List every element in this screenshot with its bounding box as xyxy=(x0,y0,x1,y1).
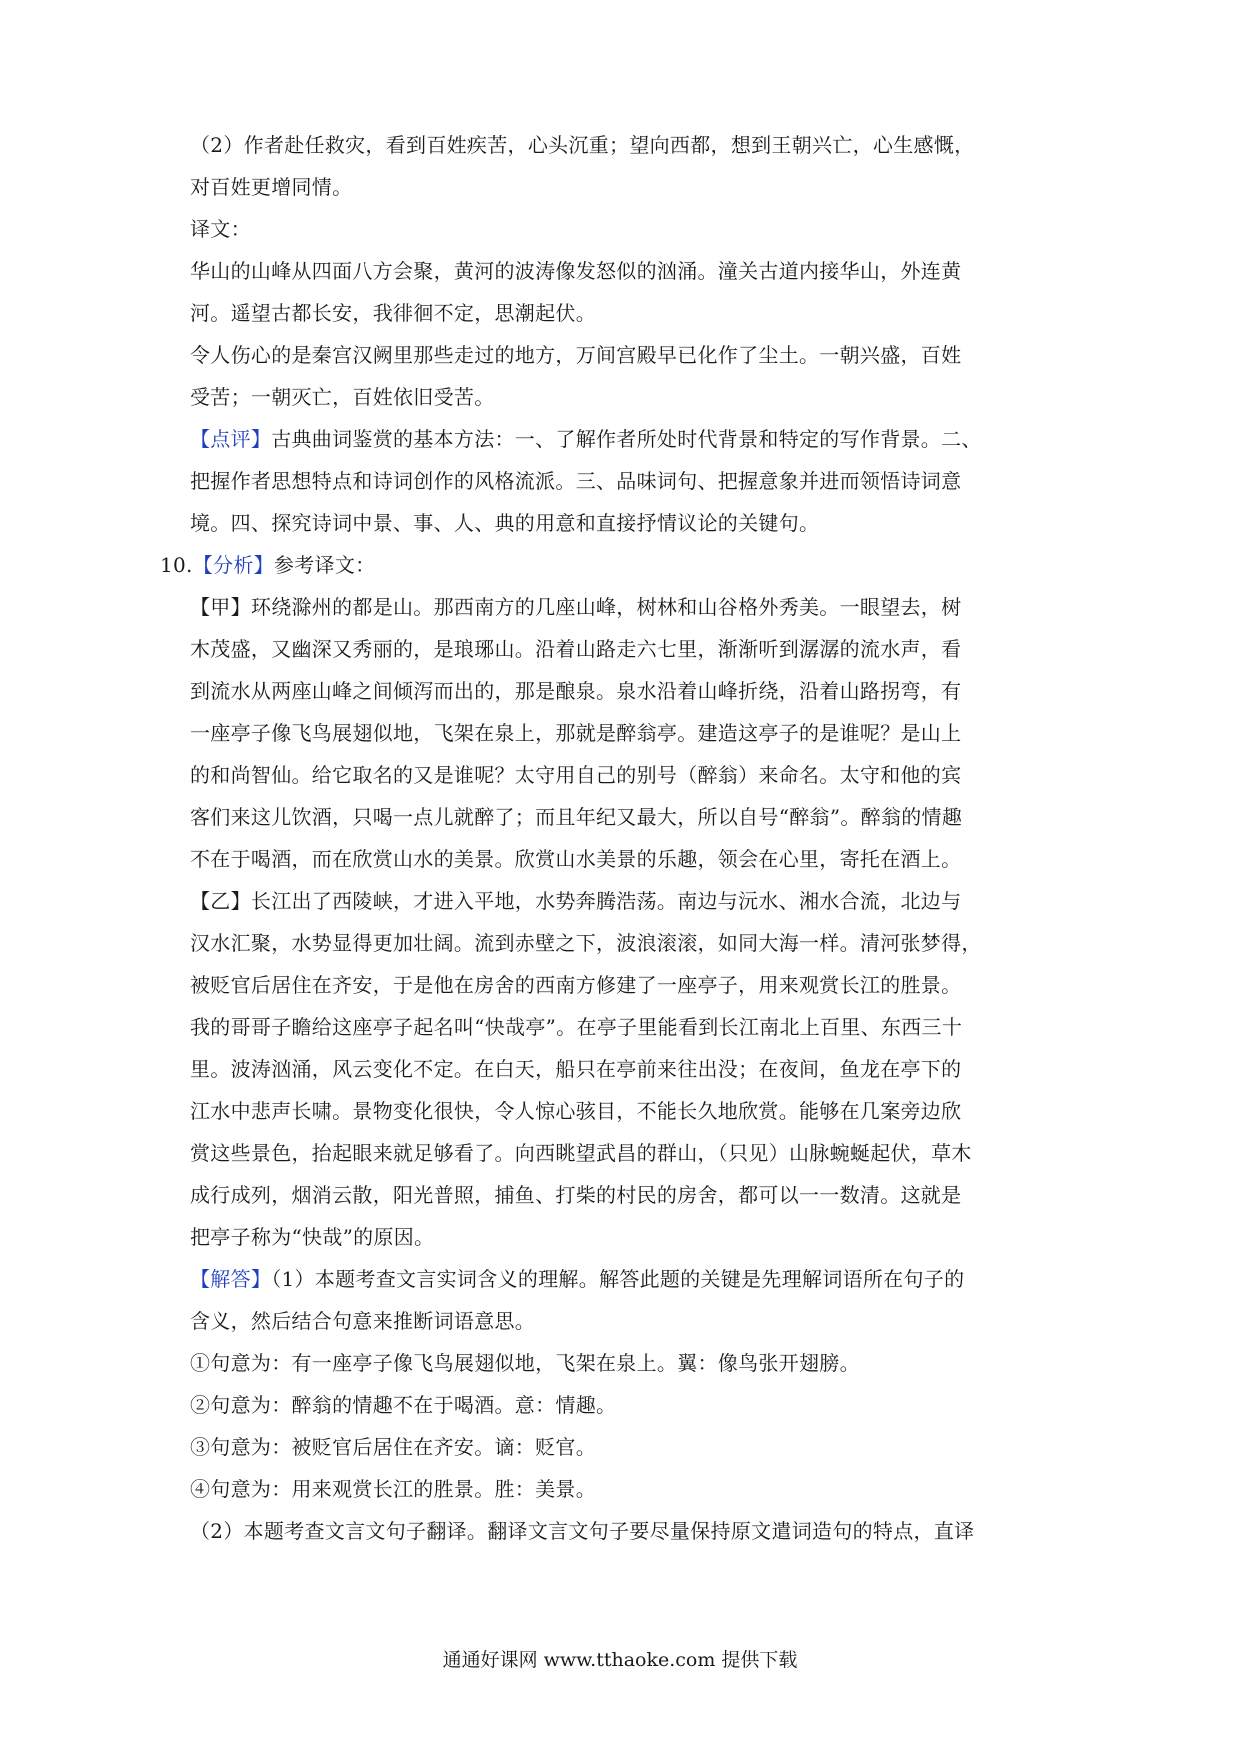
paragraph-line: 到流水从两座山峰之间倾泻而出的，那是酿泉。泉水沿着山峰折绕，沿着山路拐弯，有 xyxy=(190,679,962,703)
paragraph-line: 赏这些景色，抬起眼来就足够看了。向西眺望武昌的群山，（只见）山脉蜿蜒起伏，草木 xyxy=(190,1141,972,1165)
paragraph-line: 木茂盛，又幽深又秀丽的，是琅琊山。沿着山路走六七里，渐渐听到潺潺的流水声，看 xyxy=(190,637,962,661)
paragraph-line: 受苦；一朝灭亡，百姓依旧受苦。 xyxy=(190,385,495,409)
commentary-line xyxy=(190,418,1070,460)
question-heading xyxy=(160,544,1070,586)
paragraph-line: 我的哥哥子瞻给这座亭子起名叫“快哉亭”。在亭子里能看到长江南北上百里、东西三十 xyxy=(190,1015,963,1039)
answer-label: 【解答】 xyxy=(190,1267,272,1291)
answer-line xyxy=(190,1258,1070,1300)
paragraph-line: 客们来这儿饮酒，只喝一点儿就醉了；而且年纪又最大，所以自号“醉翁”。醉翁的情趣 xyxy=(190,805,963,829)
paragraph-line: 译文： xyxy=(190,217,251,241)
paragraph-line: 令人伤心的是秦宫汉阙里那些走过的地方，万间宫殿早已化作了尘土。一朝兴盛，百姓 xyxy=(190,343,962,367)
paragraph-line: ①句意为：有一座亭子像飞鸟展翅似地，飞架在泉上。翼：像鸟张开翅膀。 xyxy=(190,1351,860,1375)
analysis-text: 参考译文： xyxy=(273,553,376,577)
paragraph-line: 汉水汇聚，水势显得更加壮阔。流到赤壁之下，波浪滚滚，如同大海一样。清河张梦得， xyxy=(190,931,982,955)
paragraph-line: ④句意为：用来观赏长江的胜景。胜：美景。 xyxy=(190,1477,596,1501)
paragraph-line: 里。波涛汹涌，风云变化不定。在白天，船只在亭前来往出没；在夜间，鱼龙在亭下的 xyxy=(190,1057,962,1081)
paragraph-line: 境。四、探究诗词中景、事、人、典的用意和直接抒情议论的关键句。 xyxy=(190,511,820,535)
document-body xyxy=(160,124,1070,1552)
paragraph-line: 河。遥望古都长安，我徘徊不定，思潮起伏。 xyxy=(190,301,596,325)
analysis-label: 【分析】 xyxy=(192,553,274,577)
page-footer: 通通好课网 www.tthaoke.com 提供下载 xyxy=(442,1649,798,1671)
paragraph-line: ③句意为：被贬官后居住在齐安。谪：贬官。 xyxy=(190,1435,596,1459)
commentary-label: 【点评】 xyxy=(190,427,272,451)
paragraph-line: 【乙】长江出了西陵峡，才进入平地，水势奔腾浩荡。南边与沅水、湘水合流，北边与 xyxy=(190,889,962,913)
paragraph-line: 把亭子称为“快哉”的原因。 xyxy=(190,1225,435,1249)
paragraph-line: 不在于喝酒，而在欣赏山水的美景。欣赏山水美景的乐趣，领会在心里，寄托在酒上。 xyxy=(190,847,962,871)
paragraph-line: （2）本题考查文言文句子翻译。翻译文言文句子要尽量保持原文遣词造句的特点，直译 xyxy=(190,1519,975,1543)
paragraph-line: 把握作者思想特点和诗词创作的风格流派。三、品味词句、把握意象并进而领悟诗词意 xyxy=(190,469,962,493)
question-number: 10. xyxy=(160,553,193,577)
paragraph-line: （2）作者赴任救灾，看到百姓疾苦，心头沉重；望向西都，想到王朝兴亡，心生感慨， xyxy=(190,133,975,157)
paragraph-line: 成行成列，烟消云散，阳光普照，捕鱼、打柴的村民的房舍，都可以一一数清。这就是 xyxy=(190,1183,962,1207)
paragraph-line: 含义，然后结合句意来推断词语意思。 xyxy=(190,1309,536,1333)
paragraph-line: 的和尚智仙。给它取名的又是谁呢？太守用自己的别号（醉翁）来命名。太守和他的宾 xyxy=(190,763,962,787)
commentary-text: 古典曲词鉴赏的基本方法：一、了解作者所处时代背景和特定的写作背景。二、 xyxy=(271,427,982,451)
paragraph-line: 江水中悲声长啸。景物变化很快，令人惊心骇目，不能长久地欣赏。能够在几案旁边欣 xyxy=(190,1099,962,1123)
answer-text: （1）本题考查文言实词含义的理解。解答此题的关键是先理解词语所在句子的 xyxy=(271,1267,965,1291)
paragraph-line: ②句意为：醉翁的情趣不在于喝酒。意：情趣。 xyxy=(190,1393,617,1417)
paragraph-line: 被贬官后居住在齐安，于是他在房舍的西南方修建了一座亭子，用来观赏长江的胜景。 xyxy=(190,973,962,997)
paragraph-line: 对百姓更增同情。 xyxy=(190,175,353,199)
paragraph-line: 华山的山峰从四面八方会聚，黄河的波涛像发怒似的汹涌。潼关古道内接华山，外连黄 xyxy=(190,259,962,283)
paragraph-line: 一座亭子像飞鸟展翅似地，飞架在泉上，那就是醉翁亭。建造这亭子的是谁呢？是山上 xyxy=(190,721,962,745)
paragraph-line: 【甲】环绕滁州的都是山。那西南方的几座山峰，树林和山谷格外秀美。一眼望去，树 xyxy=(190,595,962,619)
